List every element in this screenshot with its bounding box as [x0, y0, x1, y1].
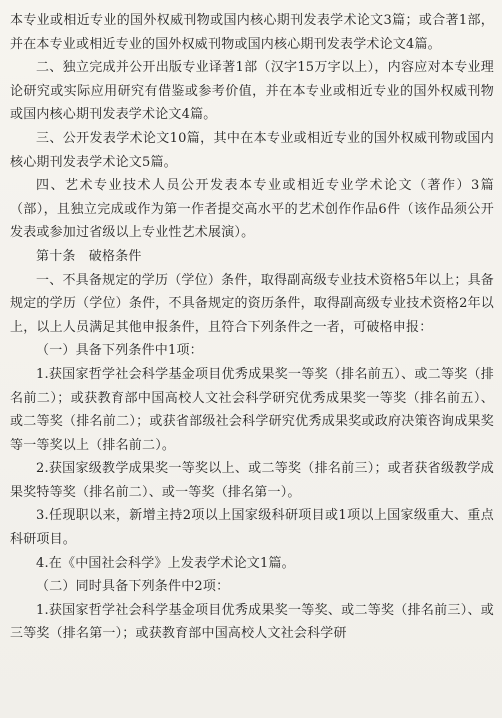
- subheading-one-of-following: （一）具备下列条件中1项：: [36, 343, 203, 359]
- item-1-awards-second-list: 1.获国家哲学社会科学基金项目优秀成果奖一等奖、或二等奖（排名前三）、或三等奖（排名第一）；或获教育部中国高校人文社会科学研: [10, 602, 494, 642]
- paragraph-condition-4-art: 四、艺术专业技术人员公开发表本专业或相近专业学术论文（著作）3篇（部），且独立完成或作为第一作者提交高水平的艺术创作作品6件（该作品须公开发表或参加过省级以上专业性艺术展演）。: [10, 178, 494, 241]
- paragraph-journal-papers-continued: 本专业或相近专业的国外权威刊物或国内核心期刊发表学术论文3篇；或合著1部，并在本专业或相近专业的国外权威刊物或国内核心期刊发表学术论文4篇。: [10, 13, 494, 52]
- paragraph-condition-3-papers: 三、公开发表学术论文10篇，其中在本专业或相近专业的国外权威刊物或国内核心期刊发表学术论文5篇。: [10, 130, 494, 170]
- item-2-teaching-awards: 2.获国家级教学成果奖一等奖以上、或二等奖（排名前三）；或者获省级教学成果奖特等奖（排名前二）、或一等奖（排名第一）。: [10, 461, 494, 500]
- subheading-two-of-following: （二）同时具备下列条件中2项：: [36, 579, 230, 595]
- item-3-research-projects: 3.任现职以来，新增主持2项以上国家级科研项目或1项以上国家级重大、重点科研项目。: [10, 508, 494, 548]
- item-1-awards: 1.获国家哲学社会科学基金项目优秀成果奖一等奖（排名前五）、或二等奖（排名前二）；或获教育部中国高校人文社会科学研究优秀成果奖一等奖（排名前五）、或二等奖（排名前二）；或获省部级社会科学研究优秀成果奖或政府决策咨询成果奖等一等奖以上（排名前二）。: [10, 366, 494, 453]
- article-10-heading: 第十条 破格条件: [36, 248, 142, 264]
- paragraph-condition-2-translation: 二、独立完成并公开出版专业译著1部（汉字15万字以上），内容应对本专业理论研究或实际应用研究有借鉴或参考价值，并在本专业或相近专业的国外权威刊物或国内核心期刊发表学术论文4篇。: [10, 60, 494, 123]
- paragraph-exception-1: 一、不具备规定的学历（学位）条件，取得副高级专业技术资格5年以上；具备规定的学历（学位）条件，不具备规定的资历条件，取得副高级专业技术资格2年以上，以上人员满足其他申报条件，且符合下列条件之一者，可破格申报：: [10, 272, 494, 335]
- item-4-publication: 4.在《中国社会科学》上发表学术论文1篇。: [36, 555, 295, 571]
